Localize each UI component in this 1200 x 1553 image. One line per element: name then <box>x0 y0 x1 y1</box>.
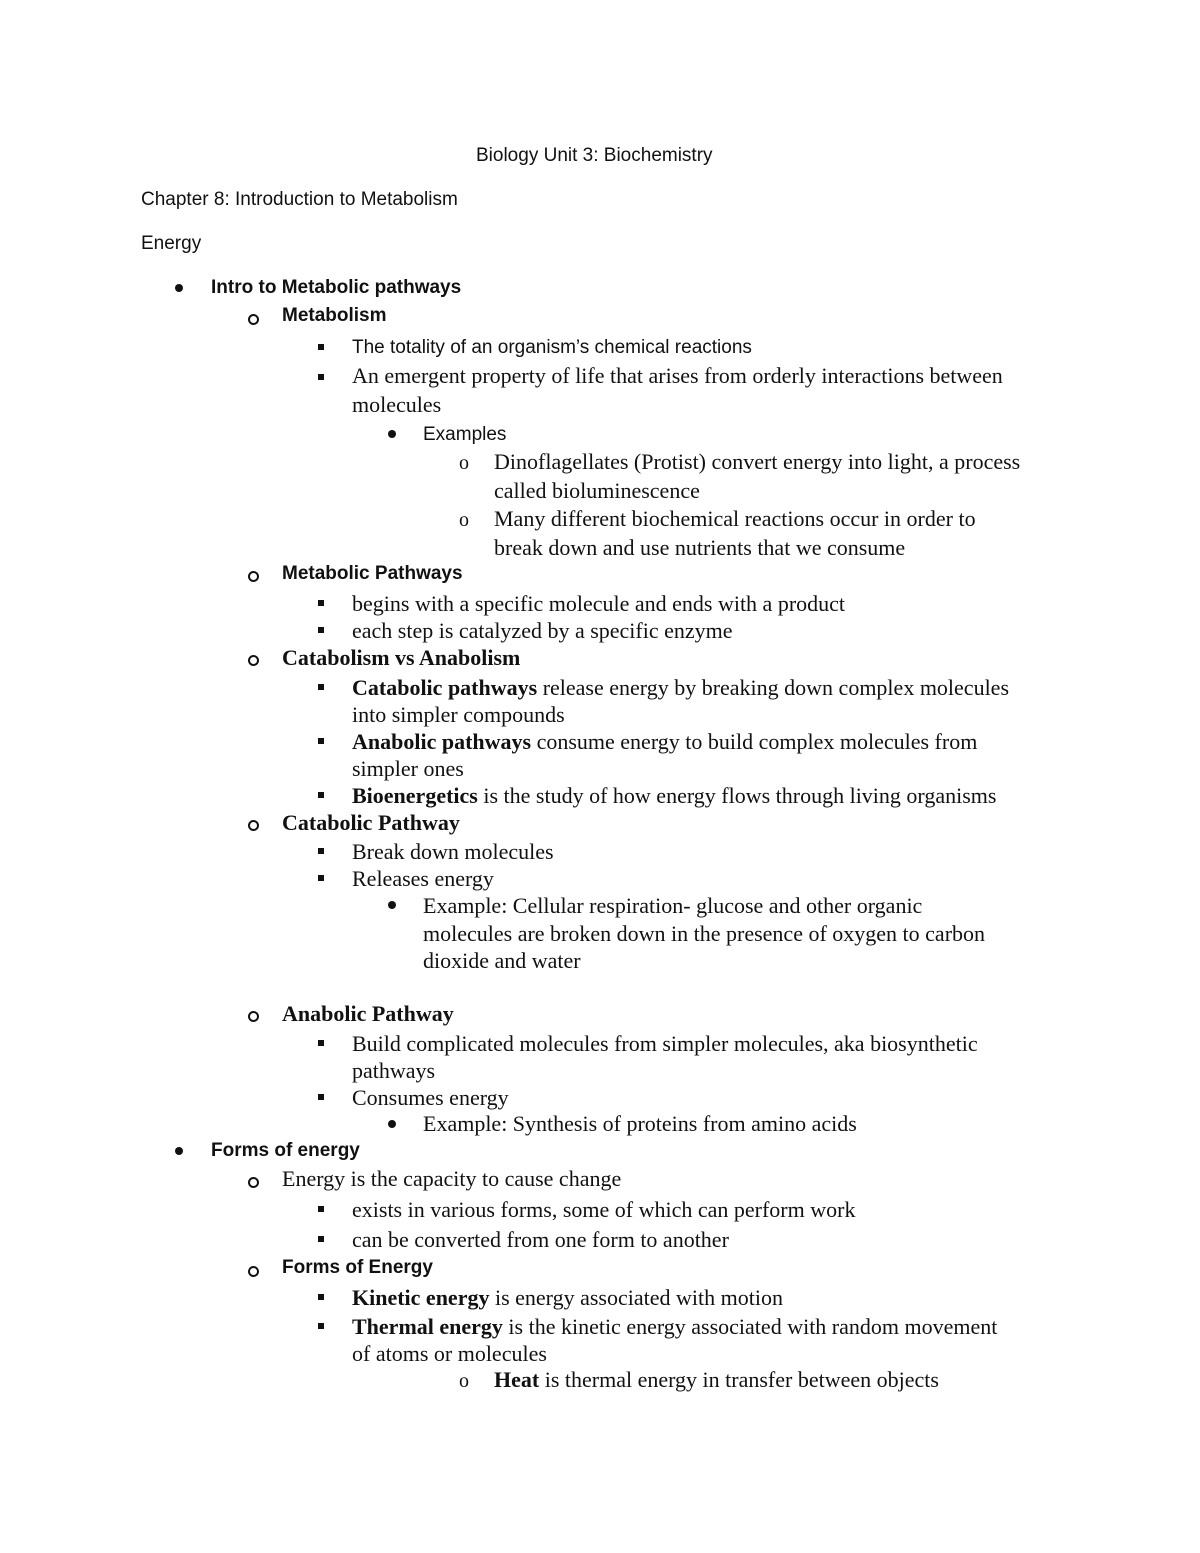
bullet-square-icon <box>318 600 324 606</box>
list-item-level3-continued: of atoms or molecules <box>352 1341 547 1366</box>
list-item-level3 <box>352 1287 783 1309</box>
term-bold: Catabolic pathways <box>352 675 538 700</box>
bullet-square-icon <box>318 792 324 798</box>
term-definition: is energy associated with motion <box>489 1285 783 1310</box>
list-item-level3: Releases energy <box>352 866 494 891</box>
list-item-level5-continued: called bioluminescence <box>494 478 700 503</box>
bullet-dot-icon <box>388 430 396 438</box>
bullet-square-icon <box>318 344 324 350</box>
bullet-square-icon <box>318 1323 324 1329</box>
list-item-level3: begins with a specific molecule and ends with a product <box>352 591 846 616</box>
bullet-ring-icon <box>248 1177 259 1188</box>
term-definition: consume energy to build complex molecules from <box>531 729 978 754</box>
term-definition: is thermal energy in transfer between objects <box>539 1367 939 1392</box>
list-item-level4-continued: molecules are broken down in the presence of oxygen to carbon <box>423 921 986 946</box>
list-item-level3: each step is catalyzed by a specific enzyme <box>352 618 733 643</box>
list-item-level3: The totality of an organism’s chemical reactions <box>352 337 752 358</box>
list-item-level2: Energy is the capacity to cause change <box>282 1166 622 1191</box>
bullet-square-icon <box>318 1206 324 1212</box>
term-bold: Anabolic pathways <box>352 729 532 754</box>
list-item-level3-continued: pathways <box>352 1058 436 1083</box>
list-item-level4-continued: dioxide and water <box>423 948 581 973</box>
list-item-level3: Break down molecules <box>352 839 554 864</box>
bullet-ring-icon <box>248 1266 259 1277</box>
bullet-o-icon: o <box>459 509 469 531</box>
bullet-dot-icon <box>388 1120 396 1128</box>
list-item-level2: Catabolic Pathway <box>282 810 460 835</box>
list-item-level3: exists in various forms, some of which can perform work <box>352 1197 856 1222</box>
bullet-square-icon <box>318 374 324 380</box>
bullet-o-icon: o <box>459 1370 469 1392</box>
bullet-ring-icon <box>248 655 259 666</box>
list-item-level3-continued: into simpler compounds <box>352 702 565 727</box>
bullet-square-icon <box>318 738 324 744</box>
list-item-level2: Metabolic Pathways <box>282 563 463 584</box>
bullet-ring-icon <box>248 571 259 582</box>
bullet-ring-icon <box>248 820 259 831</box>
list-item-level3-continued: simpler ones <box>352 756 464 781</box>
list-item-level3 <box>352 1316 997 1338</box>
term-bold: Kinetic energy <box>352 1285 490 1310</box>
bullet-dot-icon <box>388 901 396 909</box>
term-bold: Bioenergetics <box>352 783 478 808</box>
bullet-dot-icon <box>175 284 183 292</box>
list-item-level5-continued: break down and use nutrients that we consume <box>494 535 906 560</box>
list-item-level4: Example: Cellular respiration- glucose and other organic <box>423 893 923 918</box>
bullet-square-icon <box>318 848 324 854</box>
term-bold: Thermal energy <box>352 1314 503 1339</box>
bullet-ring-icon <box>248 1011 259 1022</box>
bullet-o-icon: o <box>459 452 469 474</box>
bullet-ring-icon <box>248 314 259 325</box>
bullet-dot-icon <box>175 1147 183 1155</box>
term-bold: Heat <box>494 1367 540 1392</box>
term-definition: is the kinetic energy associated with random movement <box>502 1314 998 1339</box>
chapter-heading: Chapter 8: Introduction to Metabolism <box>141 189 458 210</box>
list-item-level2: Metabolism <box>282 305 387 326</box>
term-definition: is the study of how energy flows through living organisms <box>477 783 997 808</box>
bullet-square-icon <box>318 627 324 633</box>
list-item-level3: Consumes energy <box>352 1085 509 1110</box>
bullet-square-icon <box>318 1236 324 1242</box>
list-item-level5: Many different biochemical reactions occur in order to <box>494 506 976 531</box>
bullet-square-icon <box>318 684 324 690</box>
list-item-level2: Catabolism vs Anabolism <box>282 645 521 670</box>
list-item-level4: Examples <box>423 424 507 445</box>
list-item-level1: Forms of energy <box>211 1140 360 1161</box>
bullet-square-icon <box>318 1294 324 1300</box>
document-title: Biology Unit 3: Biochemistry <box>476 145 713 166</box>
list-item-level2: Anabolic Pathway <box>282 1001 454 1026</box>
bullet-square-icon <box>318 1094 324 1100</box>
list-item-level5: Dinoflagellates (Protist) convert energy into light, a process <box>494 449 1021 474</box>
list-item-level1: Intro to Metabolic pathways <box>211 277 462 298</box>
list-item-level3: An emergent property of life that arises from orderly interactions between <box>352 363 1003 388</box>
list-item-level3-continued: molecules <box>352 392 442 417</box>
list-item-level2: Forms of Energy <box>282 1257 433 1278</box>
bullet-square-icon <box>318 1040 324 1046</box>
list-item-level4: Example: Synthesis of proteins from amino acids <box>423 1111 857 1136</box>
list-item-level5 <box>494 1369 939 1391</box>
list-item-level3 <box>352 731 977 753</box>
list-item-level3: can be converted from one form to another <box>352 1227 729 1252</box>
list-item-level3 <box>352 677 1009 699</box>
list-item-level3: Build complicated molecules from simpler molecules, aka biosynthetic <box>352 1031 978 1056</box>
term-definition: release energy by breaking down complex molecules <box>537 675 1010 700</box>
section-heading: Energy <box>141 233 202 254</box>
bullet-square-icon <box>318 875 324 881</box>
list-item-level3 <box>352 785 996 807</box>
